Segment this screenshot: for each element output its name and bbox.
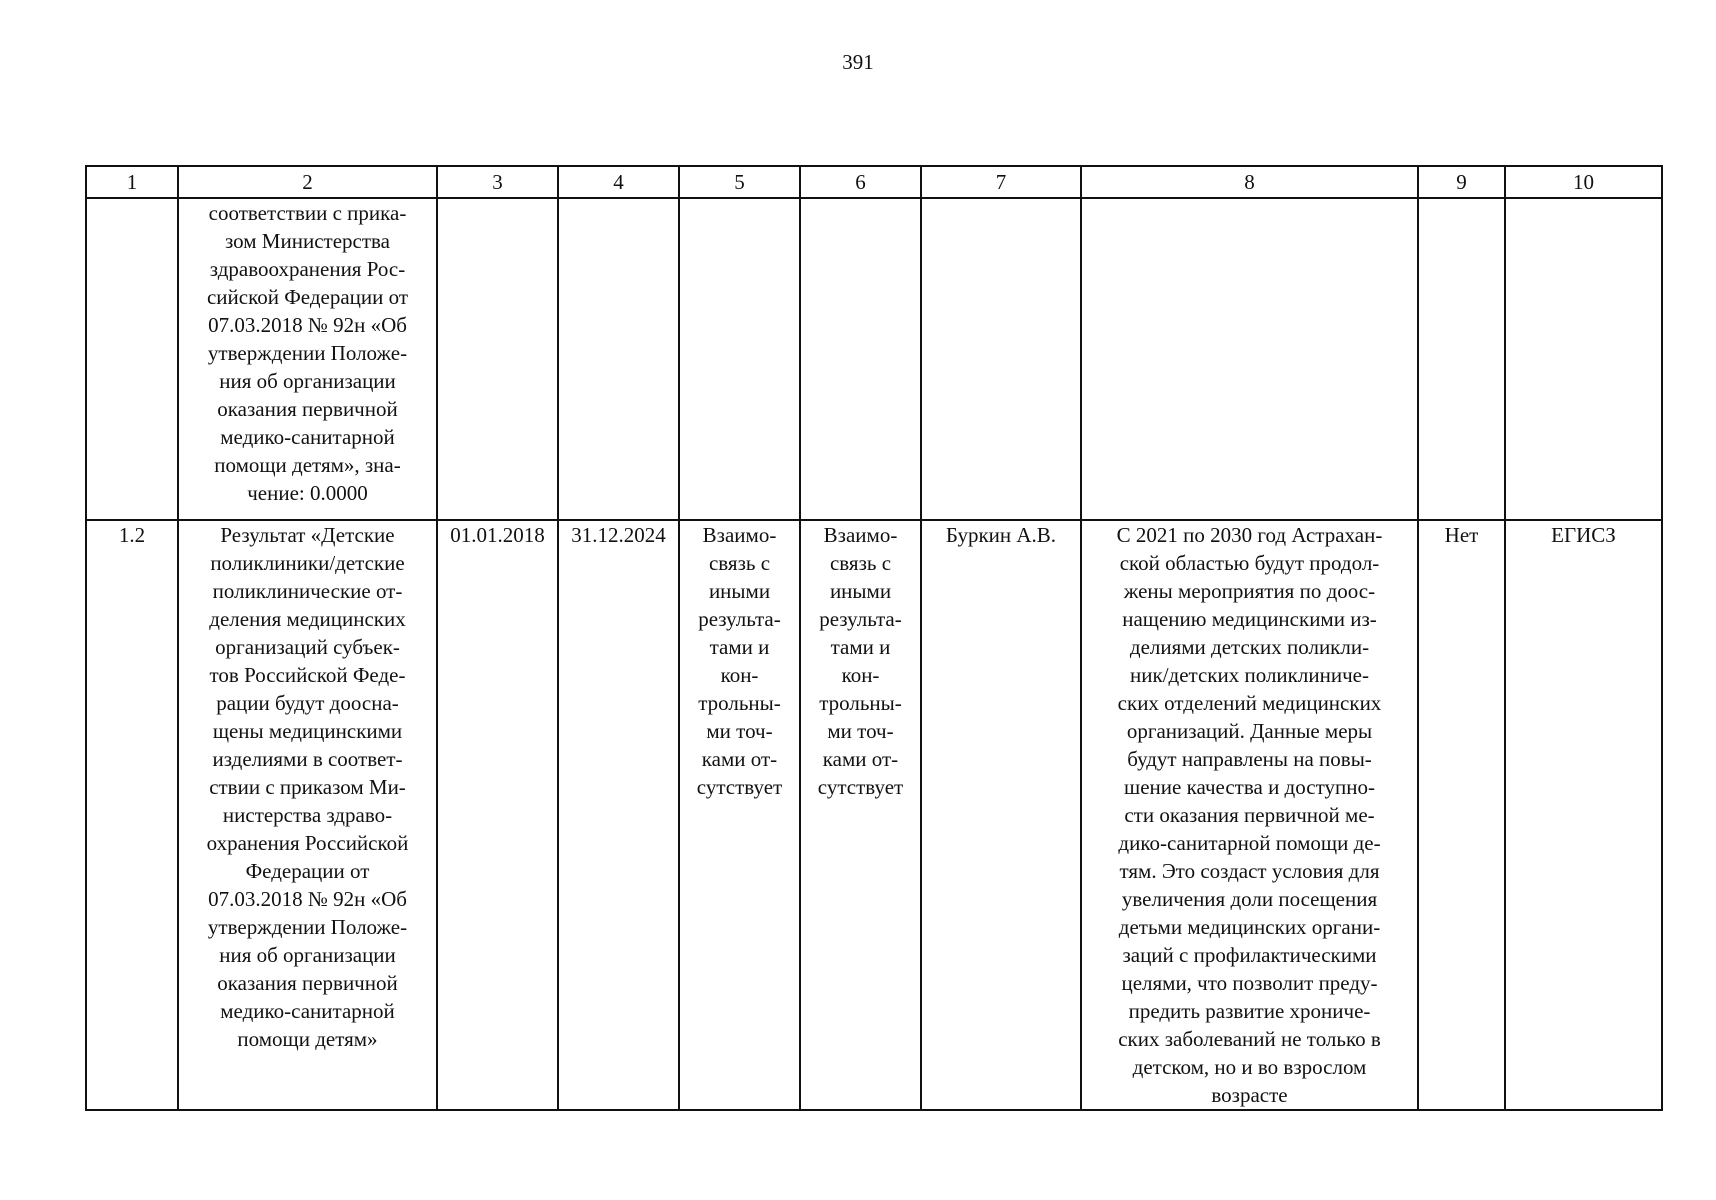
page-number: 391 [842,50,874,74]
cell-relation-2 [800,198,921,520]
relation-text-1: Взаимо- связь с иными результа- тами и кон- трольны- ми точ- ками от- сутствует [696,523,783,799]
column-header-10: 10 [1505,166,1662,198]
comment-text: С 2021 по 2030 год Астрахан- ской областью будут продол- жены мероприятия по доос- нащению медицинскими из- делиями детских поликли- ник/детских поликлиниче- ских отделений медицинских организаций. Данные меры будут направлены на повы- шение качества и доступно- сти оказания первичной ме- дико-санитарной помощи де- тям. Это создаст условия для увеличения доли посещения детьми медицинских органи- заций с профилактическими целями, что позволит преду- предить развитие хрониче- ских заболеваний не только в детском, но и во взрослом возрасте [1116,523,1383,1107]
table-row-continued [86,198,1662,520]
column-header-2: 2 [178,166,437,198]
cell-end-date [558,520,679,1110]
cell-responsible [921,198,1081,520]
column-header-4: 4 [558,166,679,198]
cell-flag [1418,198,1505,520]
cell-system [1505,520,1662,1110]
cell-responsible [921,520,1081,1110]
cell-relation-1 [679,520,800,1110]
column-header-8: 8 [1081,166,1418,198]
cell-comment [1081,520,1418,1110]
cell-flag [1418,520,1505,1110]
results-table [85,165,1663,1111]
row-number: 1.2 [118,523,146,547]
cell-start-date [437,198,558,520]
cell-result-description [178,198,437,520]
cell-relation-1 [679,198,800,520]
result-description-text: соответствии с прика- зом Министерства здравоохранения Рос- сийской Федерации от 07.03.2018 № 92н «Об утверждении Положе- ния об организации оказания первичной медико-санитарной помощи детям», зна- чение: 0.0000 [206,201,409,505]
column-header-5: 5 [679,166,800,198]
cell-number [86,198,178,520]
system-name: ЕГИСЗ [1551,523,1616,547]
cell-start-date [437,520,558,1110]
column-header-3: 3 [437,166,558,198]
cell-comment [1081,198,1418,520]
result-description-text: Результат «Детские поликлиники/детские поликлинические от- деления медицинских организаций субъек- тов Российской Феде- рации будут доосна- щены медицинскими изделиями в соответ- ствии с приказом Ми- нистерства здраво- охранения Российской Федерации от 07.03.2018 № 92н «Об утверждении Положе- ния об организации оказания первичной медико-санитарной помощи детям» [206,523,409,1051]
cell-end-date [558,198,679,520]
table-header-row [86,166,1662,198]
relation-text-2: Взаимо- связь с иными результа- тами и кон- трольны- ми точ- ками от- сутствует [817,523,904,799]
column-header-9: 9 [1418,166,1505,198]
flag-value: Нет [1444,523,1479,547]
end-date: 31.12.2024 [571,523,666,547]
column-header-7: 7 [921,166,1081,198]
table-row-1-2 [86,520,1662,1110]
start-date: 01.01.2018 [450,523,545,547]
column-header-6: 6 [800,166,921,198]
cell-relation-2 [800,520,921,1110]
cell-number [86,520,178,1110]
responsible-person: Буркин А.В. [945,523,1057,547]
cell-system [1505,198,1662,520]
column-header-1: 1 [86,166,178,198]
cell-result-description [178,520,437,1110]
